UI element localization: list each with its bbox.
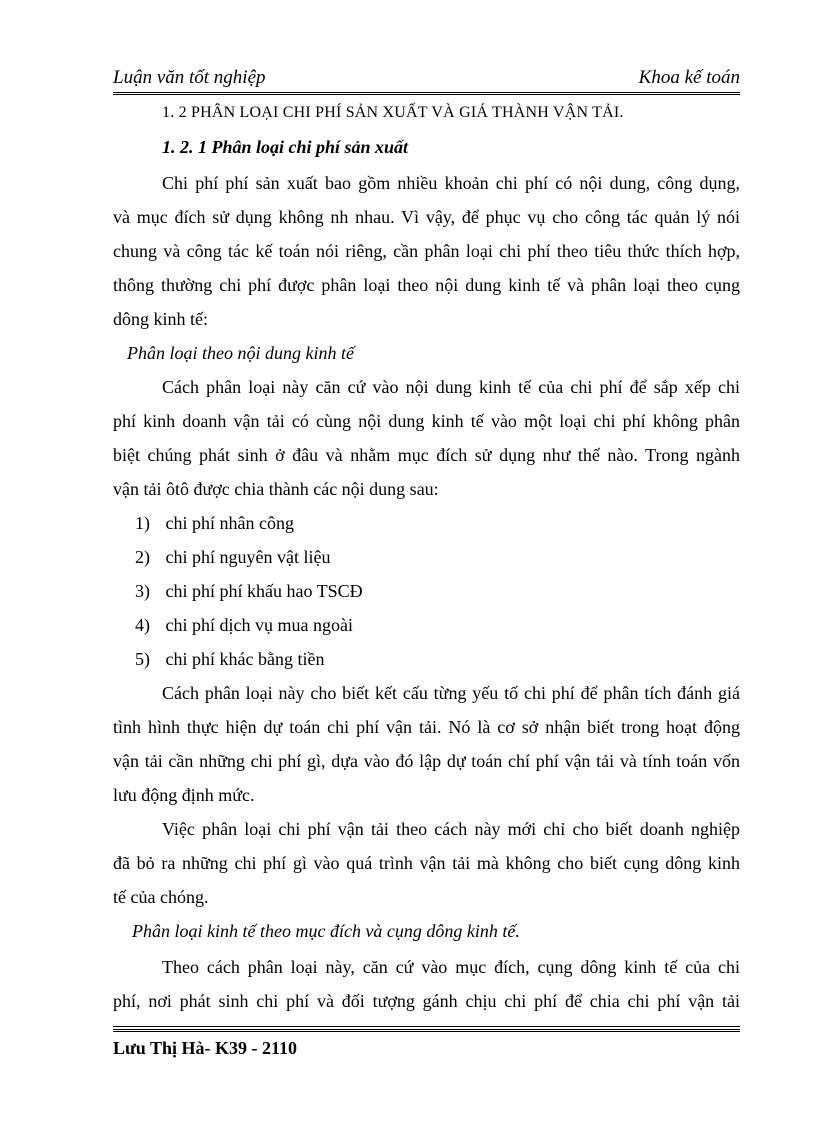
- paragraph-line: vận tải ôtô được chia thành các nội dung sau:: [113, 479, 439, 499]
- paragraph-line: thông thường chi phí được phân loại theo nội dung kinh tế và phân loại theo cụng: [113, 275, 740, 295]
- paragraph-line: tế của chóng.: [113, 887, 209, 907]
- page-header: [113, 66, 740, 92]
- subsection-title: 1. 2. 1 Phân loại chi phí sản xuất: [162, 137, 409, 157]
- paragraph-line: biệt chúng phát sinh ở đâu và nhằm mục đích sử dụng như thế nào. Trong ngành: [113, 445, 740, 465]
- list-text: chi phí nguyên vật liệu: [165, 547, 331, 567]
- paragraph-line: Cách phân loại này cho biết kết cấu từng yếu tố chi phí để phân tích đánh giá: [162, 683, 740, 703]
- list-item: [135, 612, 353, 638]
- paragraph-line: và mục đích sử dụng không nh nhau. Vì vậy, để phục vụ cho công tác quản lý nói: [113, 207, 740, 227]
- list-item: [135, 510, 294, 536]
- list-item: [135, 578, 363, 604]
- list-item: [135, 646, 324, 672]
- footer-rule: [113, 1026, 740, 1027]
- footer-rule-double: [113, 1029, 740, 1032]
- heading-content-classification: Phân loại theo nội dung kinh tế: [127, 343, 354, 363]
- paragraph-line: dông kinh tế:: [113, 309, 208, 329]
- list-text: chi phí dịch vụ mua ngoài: [165, 615, 353, 635]
- paragraph-line: đã bỏ ra những chi phí gì vào quá trình vận tải mà không cho biết cụng dông kinh: [113, 853, 740, 873]
- section-title: 1. 2 PHÂN LOẠI CHI PHÍ SẢN XUẤT VÀ GIÁ THÀNH VẬN TẢI.: [162, 104, 624, 121]
- paragraph-line: Chi phí phí sản xuất bao gồm nhiều khoản chi phí có nội dung, công dụng,: [162, 173, 740, 193]
- paragraph-line: phí kinh doanh vận tải có cùng nội dung kinh tế vào một loại chi phí không phân: [113, 411, 740, 431]
- list-text: chi phí khác bằng tiền: [165, 649, 325, 669]
- list-text: chi phí phí khấu hao TSCĐ: [165, 581, 363, 601]
- paragraph-line: phí, nơi phát sinh chi phí và đối tượng gánh chịu chi phí để chia chi phí vận tải: [113, 991, 740, 1011]
- paragraph-line: Theo cách phân loại này, căn cứ vào mục đích, cụng dông kinh tế của chi: [162, 957, 740, 977]
- heading-purpose-classification: Phân loại kinh tế theo mục đích và cụng dông kinh tế.: [132, 921, 520, 941]
- list-number: 4): [135, 615, 150, 635]
- list-number: 3): [135, 581, 150, 601]
- paragraph-line: Cách phân loại này căn cứ vào nội dung kinh tế của chi phí để sắp xếp chi: [162, 377, 740, 397]
- list-number: 5): [135, 649, 150, 669]
- paragraph-line: chung và công tác kế toán nói riêng, cần phân loại chi phí theo tiêu thức thích hợp,: [113, 241, 740, 261]
- header-rule: [113, 92, 740, 95]
- list-item: [135, 544, 330, 570]
- footer-author: Lưu Thị Hà- K39 - 2110: [113, 1038, 298, 1058]
- paragraph-line: tình hình thực hiện dự toán chi phí vận tải. Nó là cơ sở nhận biết trong hoạt động: [113, 717, 740, 737]
- header-thesis-label: Luận văn tốt nghiệp: [113, 67, 266, 88]
- list-number: 2): [135, 547, 150, 567]
- paragraph-line: vận tải cần những chi phí gì, dựa vào đó lập dự toán chí phí vận tải và tính toán vốn: [113, 751, 740, 771]
- paragraph-line: Việc phân loại chi phí vận tải theo cách này mới chỉ cho biết doanh nghiệp: [162, 819, 740, 839]
- list-number: 1): [135, 513, 150, 533]
- header-department-label: Khoa kế toán: [638, 67, 740, 88]
- paragraph-line: lưu động định mức.: [113, 785, 255, 805]
- list-text: chi phí nhân công: [165, 513, 294, 533]
